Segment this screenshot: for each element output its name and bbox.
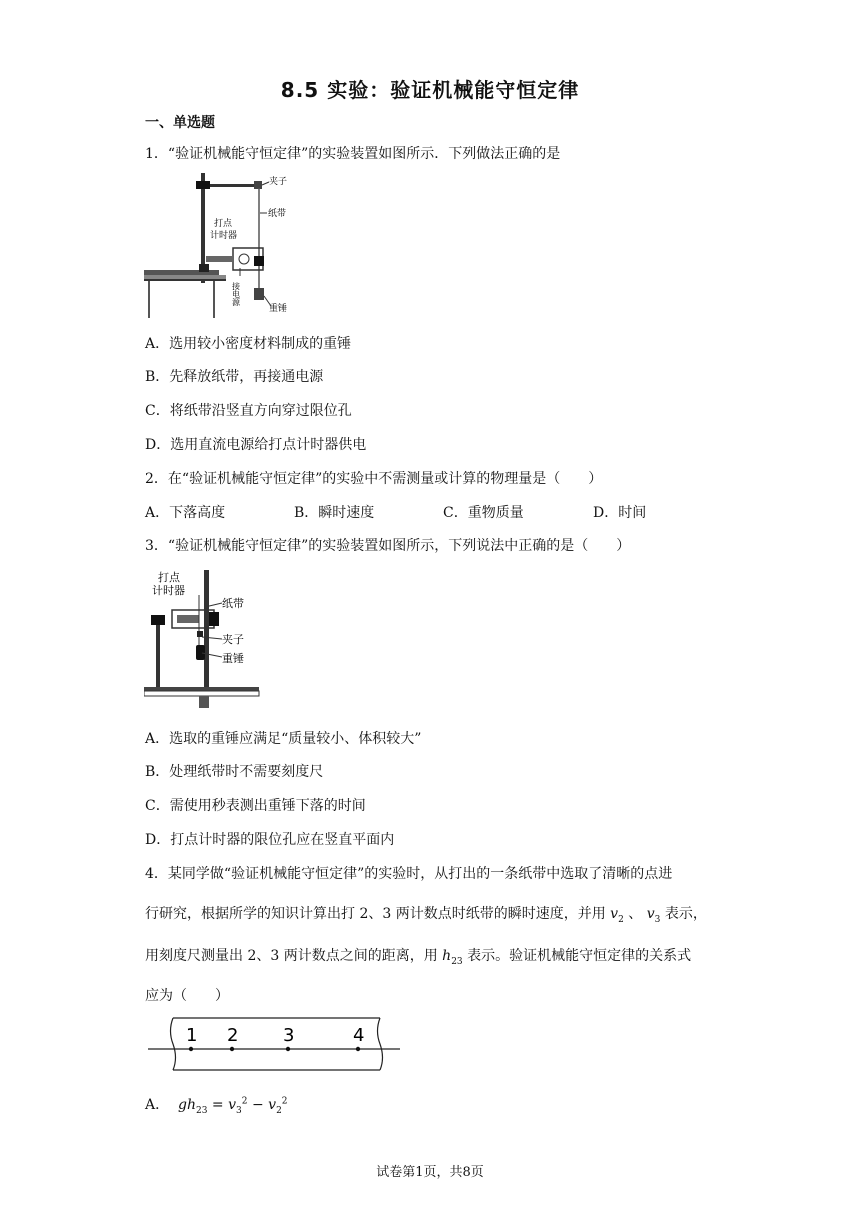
q4-line-3b: 表示。验证机械能守恒定律的关系式 (467, 948, 692, 964)
symbol-v2: $v_2$ (610, 906, 624, 925)
fig3-clip-label: 夹子 (222, 633, 244, 646)
symbol-v3: $v_3$ (646, 906, 661, 925)
page-footer: 试卷第1页，共8页 (376, 1165, 484, 1180)
q4-option-a-prefix: A． (145, 1097, 170, 1113)
question-1-stem: 1．“验证机械能守恒定律”的实验装置如图所示．下列做法正确的是 (145, 146, 561, 162)
question-3-stem: 3．“验证机械能守恒定律”的实验装置如图所示，下列说法中正确的是（ ） (145, 538, 631, 554)
tape-point-3: 3 (283, 1025, 295, 1046)
q2-option-b: B．瞬时速度 (294, 505, 375, 521)
fig3-timer-label-2: 计时器 (152, 584, 185, 597)
q3-option-c: C．需使用秒表测出重锤下落的时间 (145, 798, 366, 814)
q1-option-d: D．选用直流电源给打点计时器供电 (145, 437, 367, 453)
fig1-timer-label-2: 计时器 (210, 231, 238, 241)
fig1-weight-label: 重锤 (269, 304, 288, 314)
question-1-figure (144, 168, 294, 318)
q4-line-2b: 、 (628, 906, 643, 922)
tape-point-4: 4 (353, 1025, 365, 1046)
question-4-line-3 (145, 945, 691, 967)
q1-option-a: A．选用较小密度材料制成的重锤 (145, 336, 352, 352)
question-2-stem: 2．在“验证机械能守恒定律”的实验中不需测量或计算的物理量是（ ） (145, 471, 603, 487)
question-3-figure (144, 565, 264, 710)
symbol-h23: $h_{23}$ (442, 948, 463, 967)
q3-option-d: D．打点计时器的限位孔应在竖直平面内 (145, 832, 395, 848)
fig3-weight-label: 重锤 (222, 652, 244, 665)
tape-point-2: 2 (227, 1025, 239, 1046)
q2-option-d: D．时间 (593, 505, 647, 521)
question-4-line-2 (145, 903, 707, 925)
page-title: 8.5 实验：验证机械能守恒定律 (280, 78, 580, 102)
q3-option-a: A．选取的重锤应满足“质量较小、体积较大” (145, 731, 422, 747)
fig1-power-label: 接电源 (231, 282, 241, 306)
q4-option-a (145, 1094, 288, 1116)
q4-line-2c: 表示， (664, 906, 707, 922)
fig1-tape-label: 纸带 (268, 209, 287, 219)
q3-option-b: B．处理纸带时不需要刻度尺 (145, 764, 324, 780)
section-heading: 一、单选题 (145, 115, 215, 131)
fig1-timer-label-1: 打点 (214, 219, 233, 229)
q4-line-3a: 用刻度尺测量出 2、3 两计数点之间的距离，用 (145, 948, 438, 964)
q1-option-c: C．将纸带沿竖直方向穿过限位孔 (145, 403, 352, 419)
fig3-timer-label-1: 打点 (158, 571, 180, 584)
fig1-clip-label: 夹子 (269, 177, 288, 187)
fig3-tape-label: 纸带 (222, 597, 244, 610)
q2-option-c: C．重物质量 (443, 505, 524, 521)
q2-option-a: A．下落高度 (145, 505, 226, 521)
q4-option-a-formula: $gh_{23} = v_3^2 - v_2^2$ (178, 1096, 288, 1116)
q1-option-b: B．先释放纸带，再接通电源 (145, 369, 324, 385)
question-4-line-4: 应为（ ） (145, 988, 229, 1004)
question-4-line-1: 4．某同学做“验证机械能守恒定律”的实验时，从打出的一条纸带中选取了清晰的点进 (145, 866, 673, 882)
q4-line-2a: 行研究，根据所学的知识计算出打 2、3 两计数点时纸带的瞬时速度，并用 (145, 906, 606, 922)
question-4-tape-figure (148, 1016, 400, 1072)
tape-point-1: 1 (186, 1025, 198, 1046)
